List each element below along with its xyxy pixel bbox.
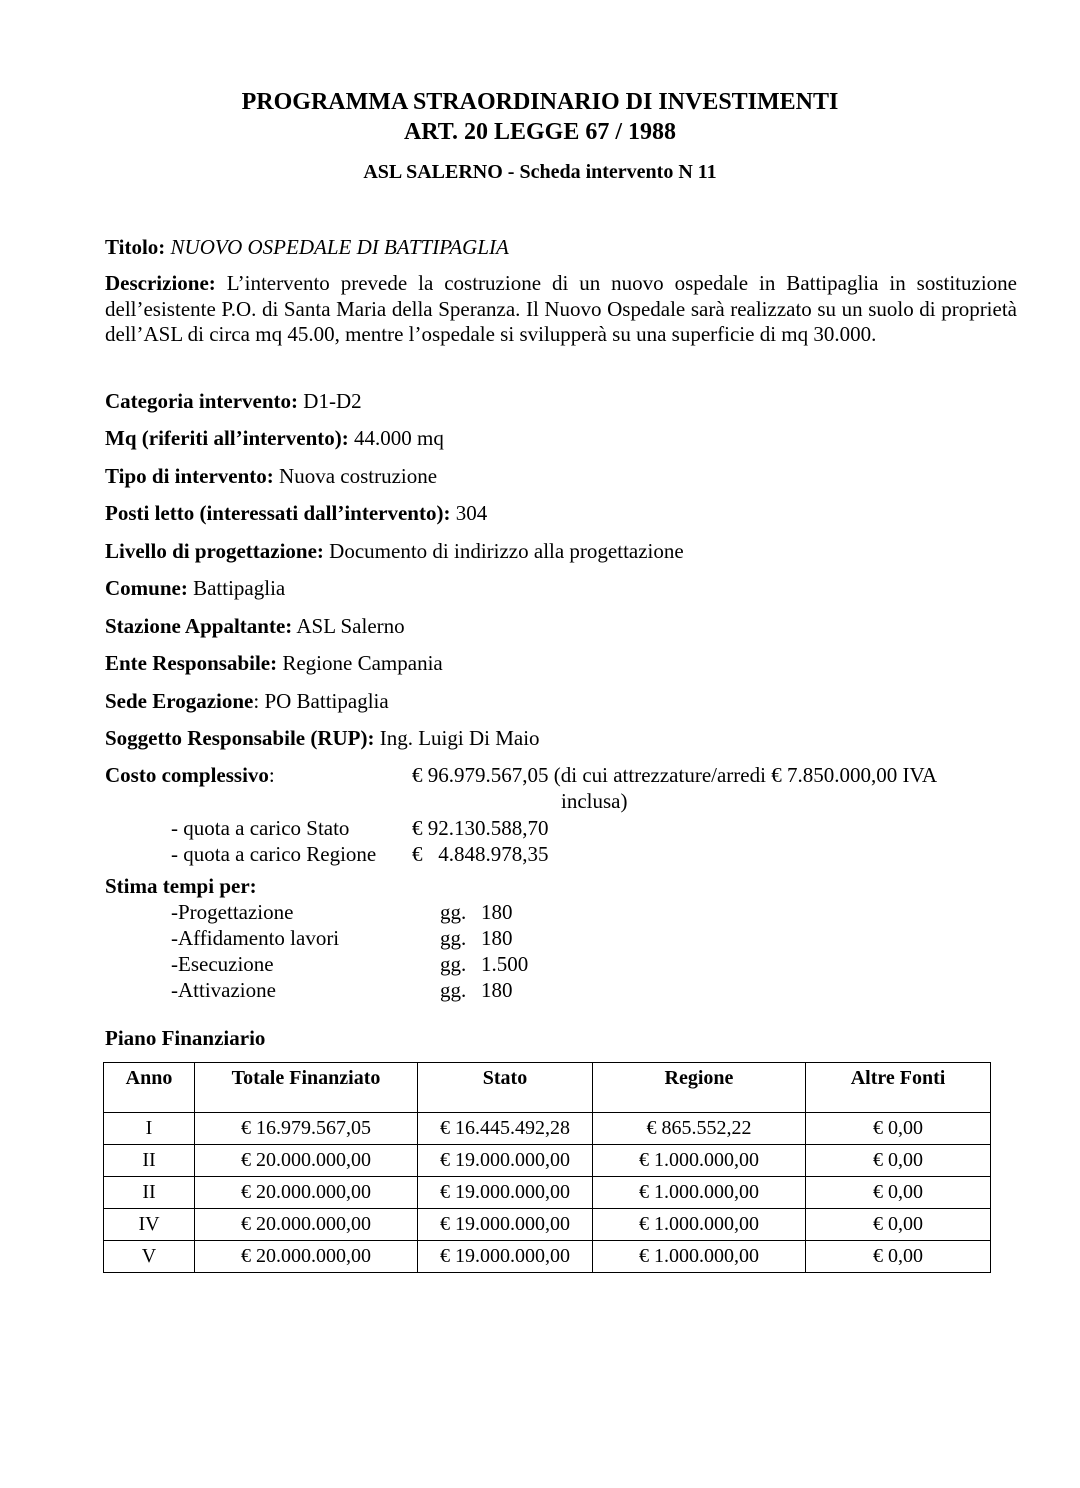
categoria-label: Categoria intervento: <box>105 389 299 413</box>
tipo-value: Nuova costruzione <box>279 464 438 488</box>
mq-label: Mq (riferiti all’intervento): <box>105 426 349 450</box>
table-cell: € 1.000.000,00 <box>593 1145 806 1177</box>
table-cell: € 20.000.000,00 <box>195 1177 418 1209</box>
quota-regione-label: - quota a carico Regione <box>171 842 377 866</box>
comune-label: Comune: <box>105 576 188 600</box>
sede-value: : PO Battipaglia <box>253 689 389 713</box>
table-row <box>104 1113 991 1145</box>
piano-finanziario-table <box>103 1062 991 1273</box>
categoria-field <box>105 388 362 414</box>
table-cell: € 19.000.000,00 <box>418 1241 593 1273</box>
tempi-item-name: -Esecuzione <box>171 952 274 976</box>
table-cell: € 0,00 <box>806 1241 991 1273</box>
livello-value: Documento di indirizzo alla progettazione <box>329 539 684 563</box>
table-cell: I <box>104 1113 195 1145</box>
stazione-label: Stazione Appaltante: <box>105 614 293 638</box>
ente-label: Ente Responsabile: <box>105 651 278 675</box>
tipo-label: Tipo di intervento: <box>105 464 274 488</box>
livello-label: Livello di progettazione: <box>105 539 324 563</box>
costo-value-continued: inclusa) <box>561 789 628 813</box>
table-cell: € 0,00 <box>806 1177 991 1209</box>
table-cell: € 20.000.000,00 <box>195 1145 418 1177</box>
piano-finanziario-title: Piano Finanziario <box>105 1026 266 1050</box>
titolo-value: NUOVO OSPEDALE DI BATTIPAGLIA <box>170 235 509 259</box>
sede-label: Sede Erogazione <box>105 689 254 713</box>
table-cell: € 1.000.000,00 <box>593 1209 806 1241</box>
table-cell: € 20.000.000,00 <box>195 1241 418 1273</box>
comune-value: Battipaglia <box>193 576 286 600</box>
tipo-field <box>105 463 437 489</box>
table-header-row <box>104 1063 991 1113</box>
quota-stato-label: - quota a carico Stato <box>171 816 350 840</box>
descrizione-value: L’intervento prevede la costruzione di un nuovo ospedale in Battipaglia in sostituzione dell’esistente P.O. di Santa Maria della Speranza. Il Nuovo Ospedale sarà realizzato su un suolo di proprietà dell’ASL di circa mq 45.00, mentre l’ospedale si svilupperà su una superficie di mq 30.000. <box>105 271 1017 346</box>
table-cell: € 20.000.000,00 <box>195 1209 418 1241</box>
mq-value: 44.000 mq <box>354 426 444 450</box>
mq-field <box>105 425 444 451</box>
table-cell: € 0,00 <box>806 1145 991 1177</box>
table-cell: IV <box>104 1209 195 1241</box>
document-subtitle: ART. 20 LEGGE 67 / 1988 <box>403 119 677 145</box>
tempi-item-name: -Affidamento lavori <box>171 926 340 950</box>
table-cell: € 19.000.000,00 <box>418 1209 593 1241</box>
livello-field <box>105 538 684 564</box>
costo-label: Costo complessivo: <box>105 763 275 787</box>
table-row <box>104 1177 991 1209</box>
quota-regione-value: € 4.848.978,35 <box>412 842 549 866</box>
tempi-item-unit: gg. <box>440 926 467 950</box>
column-header-anno: Anno <box>104 1063 195 1113</box>
table-cell: II <box>104 1145 195 1177</box>
tempi-item-name: -Attivazione <box>171 978 276 1002</box>
posti-letto-field <box>105 500 487 526</box>
tempi-item-unit: gg. <box>440 900 467 924</box>
costo-value: € 96.979.567,05 (di cui attrezzature/arredi € 7.850.000,00 IVA <box>412 763 938 787</box>
categoria-value: D1-D2 <box>303 389 362 413</box>
tempi-item-name: -Progettazione <box>171 900 294 924</box>
table-cell: € 16.979.567,05 <box>195 1113 418 1145</box>
posti-letto-label: Posti letto (interessati dall’intervento): <box>105 501 451 525</box>
document-title: PROGRAMMA STRAORDINARIO DI INVESTIMENTI <box>241 89 839 115</box>
quota-stato-value: € 92.130.588,70 <box>412 816 549 840</box>
ente-field <box>105 650 443 676</box>
titolo-field <box>105 234 509 260</box>
column-header-totale: Totale Finanziato <box>195 1063 418 1113</box>
tempi-item-value: 1.500 <box>481 952 529 976</box>
sede-field <box>105 688 389 714</box>
comune-field <box>105 575 285 601</box>
table-cell: V <box>104 1241 195 1273</box>
stazione-value: ASL Salerno <box>296 614 405 638</box>
stazione-field <box>105 613 405 639</box>
tempi-item-value: 180 <box>481 900 513 924</box>
tempi-item-value: 180 <box>481 926 513 950</box>
table-cell: € 1.000.000,00 <box>593 1177 806 1209</box>
document-heading: ASL SALERNO - Scheda intervento N 11 <box>363 161 717 183</box>
tempi-item-unit: gg. <box>440 952 467 976</box>
ente-value: Regione Campania <box>282 651 443 675</box>
table-row <box>104 1241 991 1273</box>
rup-label: Soggetto Responsabile (RUP): <box>105 726 375 750</box>
table-cell: € 0,00 <box>806 1113 991 1145</box>
titolo-label: Titolo: <box>105 235 166 259</box>
tempi-item-value: 180 <box>481 978 513 1002</box>
table-cell: € 16.445.492,28 <box>418 1113 593 1145</box>
table-cell: € 19.000.000,00 <box>418 1145 593 1177</box>
table-cell: € 1.000.000,00 <box>593 1241 806 1273</box>
table-cell: II <box>104 1177 195 1209</box>
table-cell: € 865.552,22 <box>593 1113 806 1145</box>
rup-field <box>105 725 540 751</box>
table-cell: € 0,00 <box>806 1209 991 1241</box>
table-row <box>104 1145 991 1177</box>
tempi-label: Stima tempi per: <box>105 874 257 898</box>
table-cell: € 19.000.000,00 <box>418 1177 593 1209</box>
posti-letto-value: 304 <box>455 501 488 525</box>
descrizione-label: Descrizione: <box>105 271 216 295</box>
descrizione-field <box>105 271 1017 348</box>
column-header-altre-fonti: Altre Fonti <box>806 1063 991 1113</box>
column-header-stato: Stato <box>418 1063 593 1113</box>
tempi-item-unit: gg. <box>440 978 467 1002</box>
rup-value: Ing. Luigi Di Maio <box>379 726 540 750</box>
table-row <box>104 1209 991 1241</box>
column-header-regione: Regione <box>593 1063 806 1113</box>
